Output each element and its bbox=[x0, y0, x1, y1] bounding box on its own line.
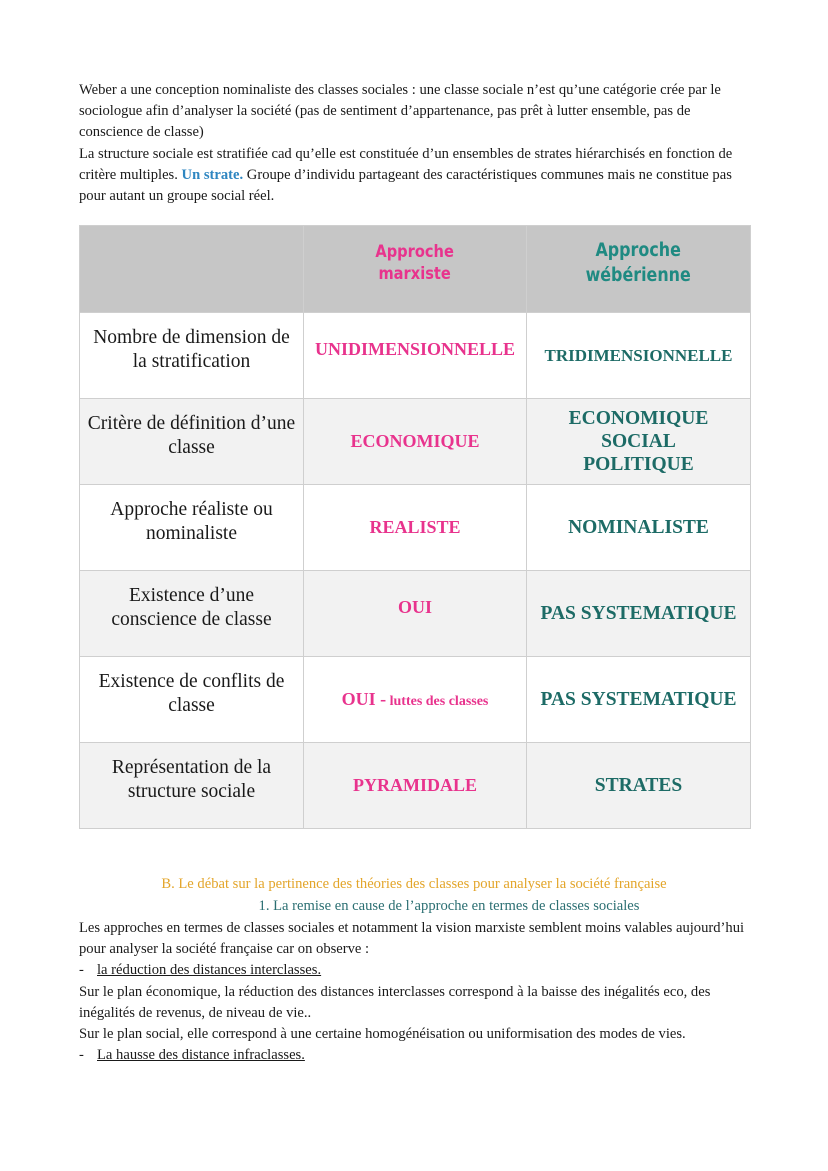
header-weberian bbox=[527, 226, 751, 313]
criterion-cell: Existence de conflits de classe bbox=[80, 657, 304, 743]
header-marxist-line1: Approche bbox=[375, 242, 455, 262]
strate-term: Un strate. bbox=[181, 166, 244, 183]
bullet-text: La hausse des distance infraclasses. bbox=[97, 1047, 305, 1064]
body-paragraph-1: Les approches en termes de classes sociales et notamment la vision marxiste semblent moins valables aujourd’hui pour analyser la société française car on observe : bbox=[79, 920, 745, 958]
intro-paragraph-2 bbox=[79, 144, 751, 208]
list-item bbox=[79, 960, 751, 981]
table-header-row bbox=[80, 226, 751, 313]
header-empty-cell bbox=[80, 226, 304, 313]
bullet-dash: - bbox=[79, 962, 84, 979]
criterion-cell: Existence d’une conscience de classe bbox=[80, 571, 304, 657]
intro-paragraph-2-end: Groupe d’individu partageant des caractéristiques communes mais ne constitue pas pour autant un groupe social réel. bbox=[79, 166, 732, 205]
table-row bbox=[80, 743, 751, 829]
weberian-line2: SOCIAL bbox=[601, 431, 676, 452]
table-row bbox=[80, 399, 751, 485]
marxist-small: luttes des classes bbox=[386, 694, 489, 709]
section-b-heading: B. Le débat sur la pertinence des théories des classes pour analyser la société française bbox=[161, 876, 667, 892]
weberian-cell bbox=[527, 399, 751, 485]
weberian-line1: ECONOMIQUE bbox=[568, 408, 709, 429]
table-row bbox=[80, 657, 751, 743]
comparison-table bbox=[79, 225, 751, 829]
marxist-main: OUI - bbox=[341, 689, 387, 709]
criterion-cell: Approche réaliste ou nominaliste bbox=[80, 485, 304, 571]
intro-paragraph-1: Weber a une conception nominaliste des classes sociales : une classe sociale n’est qu’une catégorie crée par le sociologue afin d’analyser la société (pas de sentiment d’appartenance, pas prêt à lutter ensemble, pas de conscience de classe) bbox=[79, 82, 721, 141]
body-paragraph-2: Sur le plan économique, la réduction des distances interclasses correspond à la baisse des inégalités eco, des inégalités de revenus, de niveau de vie.. bbox=[79, 983, 711, 1021]
criterion-cell: Critère de définition d’une classe bbox=[80, 399, 304, 485]
bullet-dash: - bbox=[79, 1047, 84, 1064]
marxist-cell: UNIDIMENSIONNELLE bbox=[304, 313, 527, 399]
marxist-cell: PYRAMIDALE bbox=[304, 743, 527, 829]
marxist-cell: ECONOMIQUE bbox=[304, 399, 527, 485]
criterion-cell: Nombre de dimension de la stratification bbox=[80, 313, 304, 399]
section-1-heading: 1. La remise en cause de l’approche en termes de classes sociales bbox=[258, 898, 640, 914]
table-row bbox=[80, 485, 751, 571]
table-row bbox=[80, 313, 751, 399]
body-paragraph-3: Sur le plan social, elle correspond à une certaine homogénéisation ou uniformisation des modes de vies. bbox=[79, 1026, 686, 1043]
marxist-cell bbox=[304, 657, 527, 743]
table-row bbox=[80, 571, 751, 657]
weberian-cell: NOMINALISTE bbox=[527, 485, 751, 571]
marxist-cell: REALISTE bbox=[304, 485, 527, 571]
intro-paragraph-2-start: La structure sociale est stratifiée cad qu’elle est constituée d’un ensembles de strates hiérarchisés en fonction de critère multiples. bbox=[79, 145, 733, 183]
weberian-line3: POLITIQUE bbox=[583, 454, 694, 475]
weberian-cell: PAS SYSTEMATIQUE bbox=[527, 571, 751, 657]
marxist-cell: OUI bbox=[304, 571, 527, 657]
weberian-cell: TRIDIMENSIONNELLE bbox=[527, 313, 751, 399]
header-marxist-line2: marxiste bbox=[378, 264, 452, 284]
intro-text bbox=[79, 80, 751, 207]
weberian-cell: STRATES bbox=[527, 743, 751, 829]
criterion-cell: Représentation de la structure sociale bbox=[80, 743, 304, 829]
header-marxist bbox=[304, 226, 527, 313]
header-weberian-line2: wébérienne bbox=[585, 265, 692, 286]
body-text bbox=[79, 918, 751, 1066]
weberian-cell: PAS SYSTEMATIQUE bbox=[527, 657, 751, 743]
header-weberian-line1: Approche bbox=[595, 240, 682, 261]
list-item bbox=[79, 1045, 751, 1066]
bullet-text: la réduction des distances interclasses. bbox=[97, 962, 322, 979]
